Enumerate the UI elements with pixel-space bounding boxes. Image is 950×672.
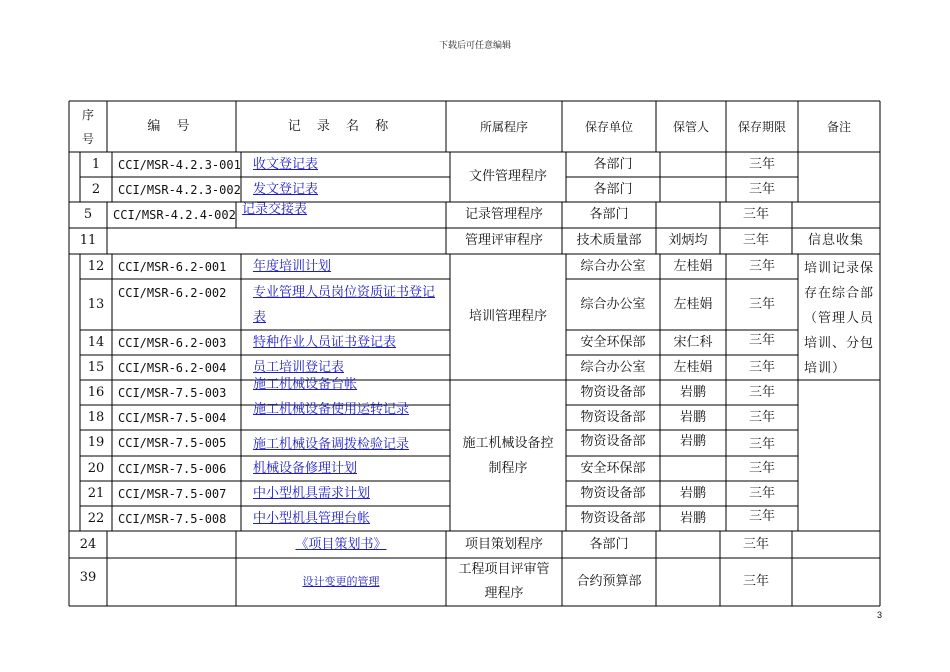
row-keeper: 左桂娟 <box>673 359 713 375</box>
row-period: 三年 <box>742 536 769 552</box>
record-link-project-plan[interactable]: 《项目策划书》 <box>295 536 387 552</box>
header-period: 保存期限 <box>737 119 786 134</box>
row-remark: 信息收集 <box>807 233 864 248</box>
record-link-qualification-register[interactable]: 专业管理人员岗位资质证书登记表 <box>253 284 436 325</box>
row-keeper: 岩鹏 <box>679 485 706 501</box>
row-procedure: 项目策划程序 <box>464 536 543 552</box>
row-period: 三年 <box>748 485 775 501</box>
row-period: 三年 <box>748 460 775 476</box>
record-link-machinery-transfer-inspection[interactable]: 施工机械设备调拨检验记录 <box>253 437 410 452</box>
row-code: CCI/MSR-6.2-004 <box>118 360 227 375</box>
row-code: CCI/MSR-4.2.3-001 <box>118 157 241 172</box>
row-no: 19 <box>87 435 105 450</box>
header-no: 序号 <box>81 107 94 146</box>
row-name <box>236 228 446 254</box>
row-keeper <box>660 152 726 177</box>
row-period: 三年 <box>748 181 775 197</box>
header-code: 编 号 <box>147 118 196 134</box>
row-code: CCI/MSR-7.5-004 <box>118 410 227 425</box>
row-period: 三年 <box>742 574 769 589</box>
row-unit: 物资设备部 <box>580 510 646 526</box>
row-unit: 合约预算部 <box>576 574 642 589</box>
remark-training-records: 培训记录保存在综合部（管理人员培训、分包培训） <box>804 261 875 376</box>
record-link-machinery-repair-plan[interactable]: 机械设备修理计划 <box>253 460 358 476</box>
row-no: 11 <box>79 233 97 248</box>
record-link-employee-training-register[interactable]: 员工培训登记表 <box>253 359 345 375</box>
row-keeper <box>656 558 720 606</box>
row-keeper: 岩鹏 <box>679 409 706 425</box>
row-no: 39 <box>79 570 97 585</box>
row-unit: 物资设备部 <box>580 409 646 425</box>
row-period: 三年 <box>748 156 775 172</box>
row-keeper <box>660 456 726 481</box>
record-link-machinery-operation-record[interactable]: 施工机械设备使用运转记录 <box>253 402 410 417</box>
row-unit: 各部门 <box>593 156 633 172</box>
row-remark <box>792 202 880 228</box>
row-no: 15 <box>87 359 105 375</box>
row-keeper: 左桂娟 <box>673 258 713 274</box>
row-period: 三年 <box>748 384 775 400</box>
row-period: 三年 <box>748 359 775 375</box>
row-code: CCI/MSR-7.5-005 <box>118 436 227 450</box>
row-remark <box>792 531 880 558</box>
row-code: CCI/MSR-7.5-006 <box>118 461 227 476</box>
row-unit: 各部门 <box>593 181 633 197</box>
row-period: 三年 <box>742 207 769 222</box>
record-link-machinery-ledger[interactable]: 施工机械设备台帐 <box>253 377 358 392</box>
row-no: 12 <box>87 258 105 274</box>
row-keeper: 刘炳均 <box>668 233 708 248</box>
row-unit: 安全环保部 <box>580 334 646 350</box>
row-no: 20 <box>87 460 105 476</box>
row-no: 16 <box>87 384 105 400</box>
row-keeper: 岩鹏 <box>679 510 706 526</box>
procedure-training-management: 培训管理程序 <box>468 309 547 324</box>
record-link-small-tools-demand-plan[interactable]: 中小型机具需求计划 <box>253 485 371 501</box>
row-unit: 综合办公室 <box>580 296 646 312</box>
row-unit: 各部门 <box>589 536 629 552</box>
row-period: 三年 <box>748 437 775 452</box>
row-unit: 综合办公室 <box>580 359 646 375</box>
procedure-machinery-control: 施工机械设备控制程序 <box>462 435 554 476</box>
row-keeper: 岩鹏 <box>679 384 706 400</box>
page-number: 3 <box>877 610 883 620</box>
row-no: 14 <box>87 334 105 350</box>
row-code: CCI/MSR-6.2-003 <box>118 335 227 350</box>
row-keeper <box>656 202 720 228</box>
row-code <box>107 531 236 558</box>
row-procedure: 工程项目评审管理程序 <box>458 562 550 601</box>
header-remark: 备注 <box>826 119 851 134</box>
row-remark <box>792 558 880 606</box>
row-keeper <box>660 177 726 202</box>
row-period: 三年 <box>748 258 775 274</box>
row-code: CCI/MSR-7.5-008 <box>118 511 227 526</box>
header-keeper: 保管人 <box>672 119 709 134</box>
record-link-small-tools-ledger[interactable]: 中小型机具管理台帐 <box>253 510 371 526</box>
row-no: 5 <box>83 207 93 222</box>
row-unit: 安全环保部 <box>580 460 646 476</box>
record-link-special-operator-register[interactable]: 特种作业人员证书登记表 <box>253 334 397 350</box>
row-code: CCI/MSR-7.5-007 <box>118 486 227 501</box>
row-no: 18 <box>87 409 105 425</box>
row-procedure: 管理评审程序 <box>464 233 543 248</box>
row-procedure: 记录管理程序 <box>464 207 543 222</box>
row-no: 22 <box>87 510 105 526</box>
row-unit: 技术质量部 <box>576 233 642 248</box>
row-code: CCI/MSR-4.2.4-002 <box>113 208 236 222</box>
row-code: CCI/MSR-7.5-003 <box>118 385 227 400</box>
row-keeper: 岩鹏 <box>679 434 706 449</box>
row-keeper: 左桂娟 <box>673 296 713 312</box>
row-keeper: 宋仁科 <box>673 334 713 350</box>
row-no: 21 <box>87 485 105 501</box>
header-unit: 保存单位 <box>584 119 633 134</box>
row-period: 三年 <box>742 233 769 248</box>
row-unit: 物资设备部 <box>580 434 646 449</box>
row-unit: 物资设备部 <box>580 384 646 400</box>
procedure-doc-management: 文件管理程序 <box>468 169 547 184</box>
record-link-outgoing-register[interactable]: 发文登记表 <box>253 181 319 197</box>
row-period: 三年 <box>748 332 775 348</box>
header-note: 下载后可任意编辑 <box>438 41 511 51</box>
record-link-design-change-management[interactable]: 设计变更的管理 <box>302 575 380 588</box>
row-period: 三年 <box>748 508 775 524</box>
row-no: 1 <box>91 156 101 172</box>
row-keeper <box>656 531 720 558</box>
row-unit: 物资设备部 <box>580 485 646 501</box>
header-procedure: 所属程序 <box>479 119 528 134</box>
row-period: 三年 <box>748 409 775 425</box>
row-code: CCI/MSR-4.2.3-002 <box>118 182 241 197</box>
row-code: CCI/MSR-6.2-001 <box>118 259 227 274</box>
record-link-annual-training-plan[interactable]: 年度培训计划 <box>253 258 332 274</box>
row-code <box>107 228 236 254</box>
header-name: 记 录 名 称 <box>287 118 395 134</box>
row-code: CCI/MSR-6.2-002 <box>118 286 227 300</box>
row-code <box>107 558 236 606</box>
record-link-incoming-register[interactable]: 收文登记表 <box>253 156 319 172</box>
row-no: 2 <box>91 181 101 197</box>
row-no: 24 <box>79 536 97 552</box>
row-period: 三年 <box>748 296 775 312</box>
record-link-record-handover[interactable]: 记录交接表 <box>242 202 308 217</box>
row-unit: 综合办公室 <box>580 258 646 274</box>
row-unit: 各部门 <box>589 207 629 222</box>
row-no: 13 <box>87 296 105 312</box>
